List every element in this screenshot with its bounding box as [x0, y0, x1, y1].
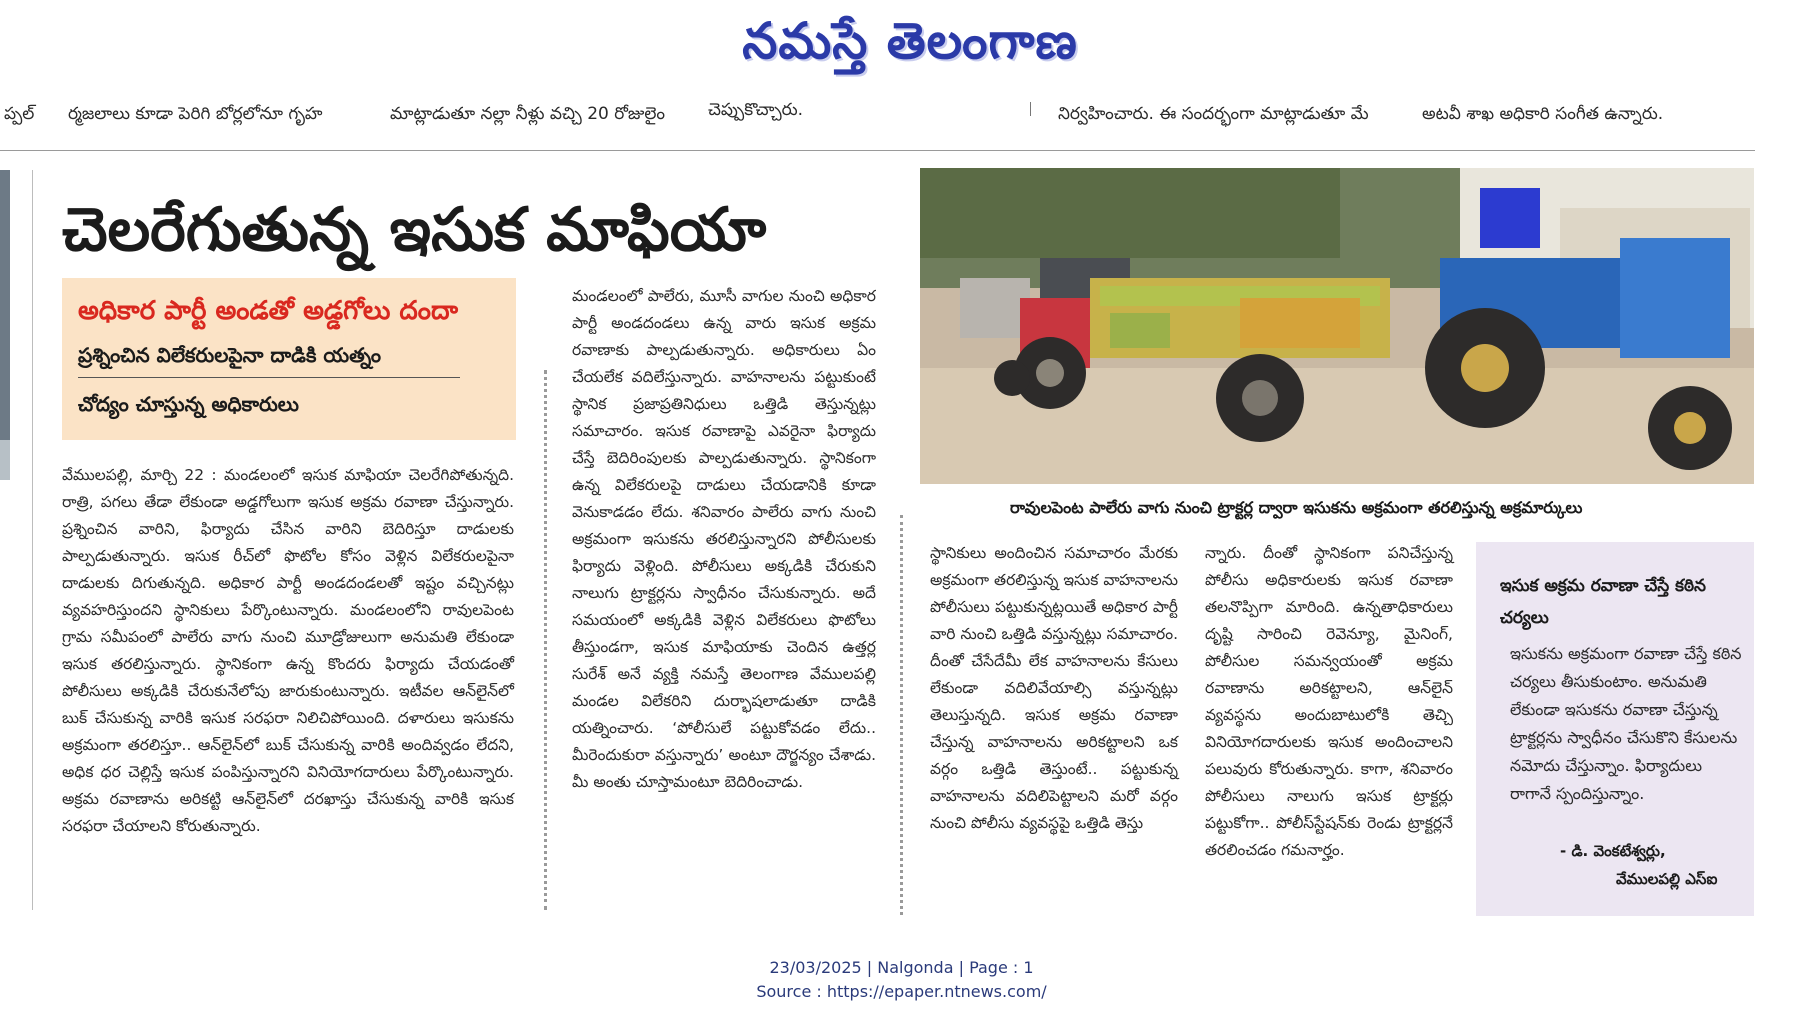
- adjacent-photo-edge: [0, 170, 10, 440]
- column-rule: [32, 170, 33, 910]
- article-column-2: [572, 283, 876, 903]
- column-divider-dotted: [900, 515, 903, 915]
- ticker-separator: [1030, 102, 1031, 116]
- article-column-3: [930, 540, 1178, 910]
- footer-source-link[interactable]: Source : https://epaper.ntnews.com/: [756, 982, 1047, 1001]
- kicker-line-1: అధికార పార్టీ అండతో అడ్డగోలు దందా: [78, 296, 458, 326]
- ticker-fragment-2: ర్మజలాలు కూడా పెరిగి బోర్లలోనూ గృహ: [68, 104, 323, 124]
- article-column-3-text: స్థానికులు అందించిన సమాచారం మేరకు అక్రమంగా తరలిస్తున్న ఇసుక వాహనాలను పోలీసులు పట్టుకున్నట్లయితే అధికార పార్టీ వారి నుంచి ఒత్తిడి వస్తున్నట్లు సమాచారం. దీంతో చేసేదేమీ లేక వాహనాలను కేసులు లేకుండా వదిలివేయాల్సి వస్తున్నట్లు తెలుస్తున్నది. ఇసుక అక్రమ రవాణా చేస్తున్న వాహనాలను అరికట్టాలని ఒక వర్గం ఒత్తిడి తెస్తుంటే.. పట్టుకున్న వాహనాలను వదిలిపెట్టాలని మరో వర్గం నుంచి పోలీసు వ్యవస్థపై ఒత్తిడి తెస్తు: [930, 544, 1178, 832]
- ticker-fragment-1: ప్పల్: [4, 104, 35, 124]
- ticker-fragment-6: అటవీ శాఖ అధికారి సంగీత ఉన్నారు.: [1422, 104, 1664, 124]
- article-column-2-text: మండలంలో పాలేరు, మూసీ వాగుల నుంచి అధికార పార్టీ అండదండలు ఉన్న వారు ఇసుక అక్రమ రవాణాకు పాల్పడుతున్నారు. అధికారులు ఏం చేయలేక వదిలేస్తున్నారు. వాహనాలను పట్టుకుంటే స్థానిక ప్రజాప్రతినిధులు ఒత్తిడి తెస్తున్నట్లు సమాచారం. ఇసుక రవాణాపై ఎవరైనా ఫిర్యాదు చేస్తే బెదిరింపులకు పాల్పడుతున్నారు. స్థానికంగా ఉన్న విలేకరులపై దాడులు చేయడానికి కూడా వెనుకాడడం లేదు. శనివారం పాలేరు వాగు నుంచి అక్రమంగా ఇసుకను తరలిస్తున్నారని పోలీసులకు ఫిర్యాదు వెళ్లింది. పోలీసులు అక్కడికి చేరుకుని నాలుగు ట్రాక్టర్లను స్వాధీనం చేసుకున్నారు. అదే సమయంలో అక్కడికి వెళ్లిన విలేకరులు ఫొటోలు తీస్తుండగా, ఇసుక మాఫియాకు చెందిన ఉత్తర్ల సురేశ్ అనే వ్యక్తి నమస్తే తెలంగాణ వేములపల్లి మండల విలేకరిని దుర్భాషలాడుతూ దాడికి యత్నించారు. ‘పోలీసులే పట్టుకోవడం లేదు.. మీరెందుకురా వస్తున్నారు’ అంటూ దౌర్జన్యం చేశాడు. మీ అంతు చూస్తామంటూ బెదిరించాడు.: [572, 287, 876, 791]
- sidebar-body: ఇసుకను అక్రమంగా రవాణా చేస్తే కఠిన చర్యలు తీసుకుంటాం. అనుమతి లేకుండా ఇసుకను రవాణా చేస్తున్న ట్రాక్టర్లను స్వాధీనం చేసుకొని కేసులను నమోదు చేస్తున్నాం. ఫిర్యాదులు రాగానే స్పందిస్తున్నాం.: [1510, 644, 1742, 803]
- ticker-fragment-4: చెప్పుకొచ్చారు.: [708, 100, 804, 120]
- article-column-4-text: న్నారు. దీంతో స్థానికంగా పనిచేస్తున్న పోలీసు అధికారులకు ఇసుక రవాణా తలనొప్పిగా మారింది. ఉన్నతాధికారులు దృష్టి సారించి రెవెన్యూ, మైనింగ్, పోలీసుల సమన్వయంతో అక్రమ రవాణాను అరికట్టాలని, ఆన్‌లైన్ వ్యవస్థను అందుబాటులోకి తెచ్చి వినియోగదారులకు ఇసుక అందించాలని పలువురు కోరుతున్నారు. కాగా, శనివారం పోలీసులు నాలుగు ఇసుక ట్రాక్టర్లు పట్టుకోగా.. పోలీస్‌స్టేషన్‌కు రెండు ట్రాక్టర్లనే తరలించడం గమనార్హం.: [1205, 544, 1453, 859]
- news-photo-tractors: [920, 168, 1754, 484]
- article-headline: చెలరేగుతున్న ఇసుక మాఫియా: [62, 195, 767, 265]
- article-column-4: [1205, 540, 1453, 910]
- column-divider-dotted: [544, 370, 547, 910]
- kicker-divider: [78, 377, 460, 378]
- header-rule: [0, 150, 1755, 151]
- masthead-logo: నమస్తే తెలంగాణ: [742, 12, 1078, 70]
- article-column-1: [62, 462, 514, 912]
- footer-date-edition: 23/03/2025 | Nalgonda | Page : 1: [769, 958, 1034, 977]
- ticker-fragment-5: నిర్వహించారు. ఈ సందర్భంగా మాట్లాడుతూ మే: [1058, 104, 1369, 124]
- ticker-fragment-3: మాట్లాడుతూ నల్లా నీళ్లు వచ్చి 20 రోజులైం: [390, 104, 666, 124]
- article-column-1-text: వేములపల్లి, మార్చి 22 : మండలంలో ఇసుక మాఫియా చెలరేగిపోతున్నది. రాత్రి, పగలు తేడా లేకుండా అడ్డగోలుగా ఇసుక అక్రమ రవాణా చేస్తున్నారు. ప్రశ్నించిన వారిని, ఫిర్యాదు చేసిన వారిని బెదిరిస్తూ దాడులకు పాల్పడుతున్నారు. ఇసుక రీచ్‌లో ఫొటోల కోసం వెళ్లిన విలేకరులపైనా దాడులకు దిగుతున్నది. అధికార పార్టీ అండదండలతో ఇష్టం వచ్చినట్లు వ్యవహరిస్తుందని స్థానికులు పేర్కొంటున్నారు. మండలంలోని రావులపెంట గ్రామ సమీపంలో పాలేరు వాగు నుంచి మూడ్రోజులుగా అనుమతి లేకుండా ఇసుక తరలిస్తున్నారు. స్థానికంగా ఉన్న కొందరు ఫిర్యాదు చేయడంతో పోలీసులు అక్కడికి చేరుకునేలోపు జారుకుంటున్నారు. ఇటీవల ఆన్‌లైన్‌లో బుక్ చేసుకున్న వారికి ఇసుక సరఫరా నిలిచిపోయింది. దళారులు ఇసుకను అక్రమంగా తరలిస్తూ.. ఆన్‌లైన్‌లో బుక్ చేసుకున్న వారికి అందివ్వడం లేదని, అధిక ధర చెల్లిస్తే ఇసుక పంపిస్తున్నారని వినియోగదారులు పేర్కొంటున్నారు. అక్రమ రవాణాను అరికట్టి ఆన్‌లైన్‌లో దరఖాస్తు చేసుకున్న వారికి ఇసుక సరఫరా చేయాలని కోరుతున్నారు.: [62, 466, 514, 835]
- sidebar-signature-name: - డి. వెంకటేశ్వర్లు,: [1560, 842, 1666, 860]
- adjacent-photo-edge-lower: [0, 440, 10, 480]
- kicker-line-2: ప్రశ్నించిన విలేకరులపైనా దాడికి యత్నం: [78, 343, 381, 367]
- kicker-line-3: చోద్యం చూస్తున్న అధికారులు: [78, 392, 299, 416]
- sidebar-title: ఇసుక అక్రమ రవాణా చేస్తే కఠిన చర్యలు: [1500, 576, 1706, 628]
- photo-caption: రావులపెంట పాలేరు వాగు నుంచి ట్రాక్టర్ల ద్వారా ఇసుకను అక్రమంగా తరలిస్తున్న అక్రమార్కులు: [1010, 498, 1583, 517]
- sidebar-signature-role: వేములపల్లి ఎస్ఐ: [1616, 870, 1718, 888]
